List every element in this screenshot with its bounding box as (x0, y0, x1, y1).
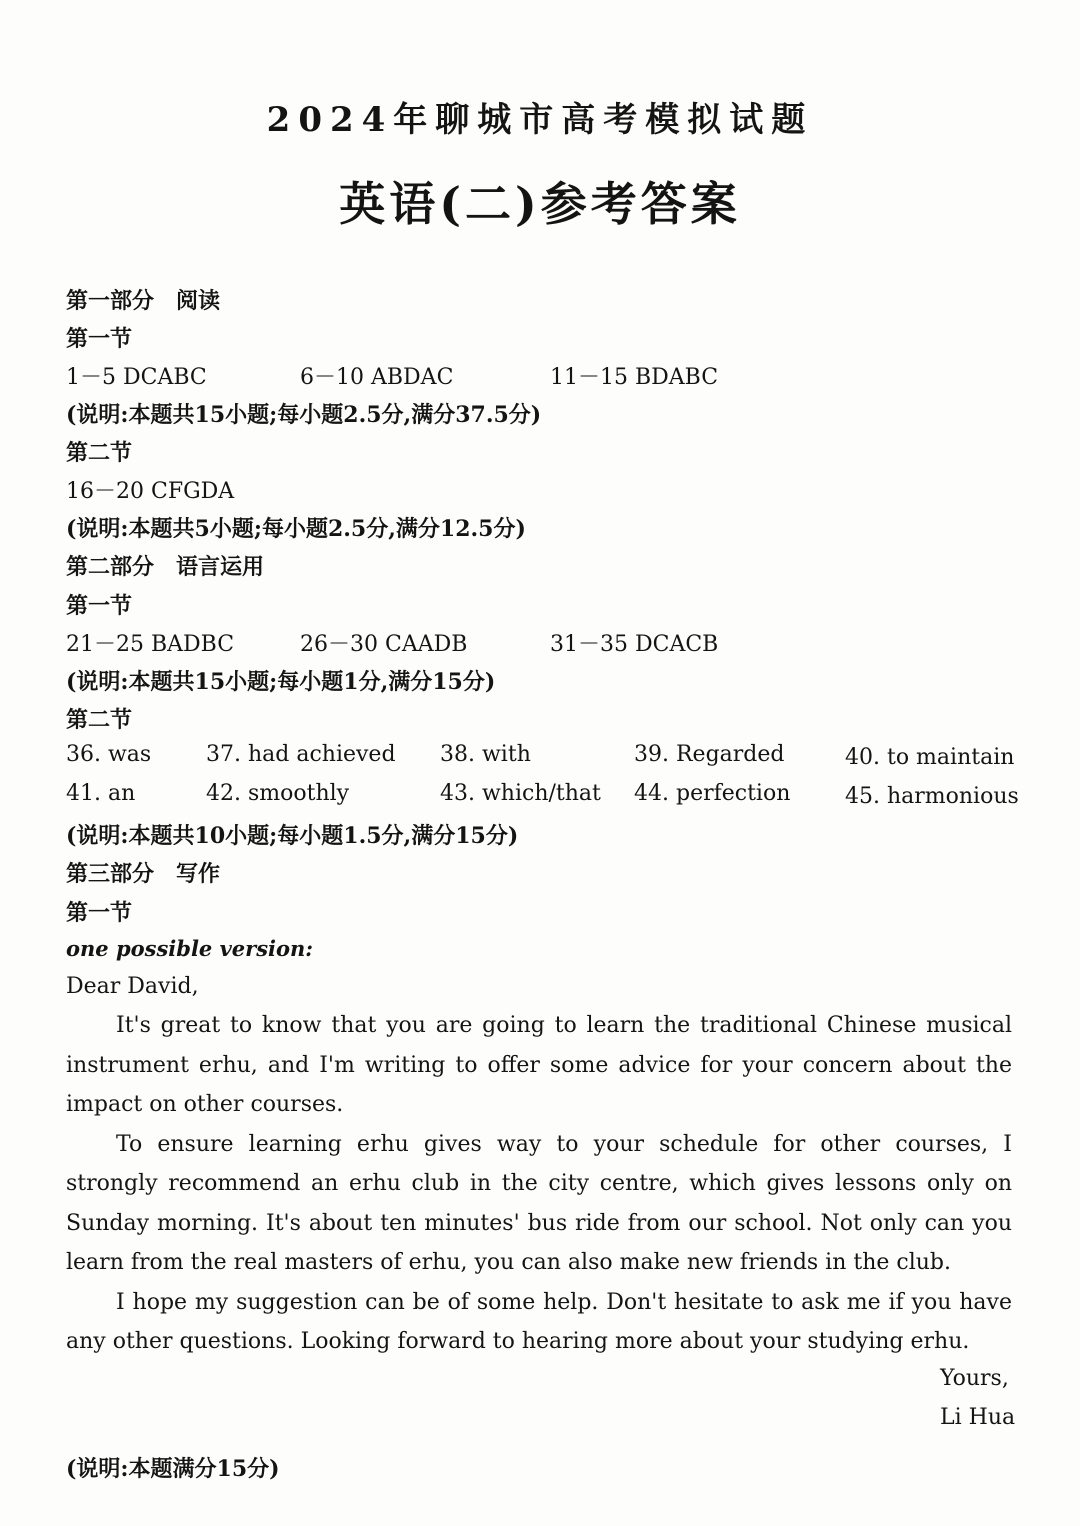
fill-answer: 39. Regarded (634, 742, 785, 767)
answer-group: 16－20 CFGDA (66, 479, 235, 504)
answer-key-title: 英语(二)参考答案 (339, 177, 741, 231)
exam-title: 2024年聊城市高考模拟试题 (266, 100, 814, 140)
part3-heading: 第三部分 写作 (66, 861, 221, 887)
answer-group: 6－10 ABDAC (300, 365, 454, 390)
letter-body (66, 1006, 1012, 1362)
part1-sec1-heading: 第一节 (66, 326, 133, 352)
letter-signature: Li Hua (940, 1405, 1016, 1430)
part2-heading: 第二部分 语言运用 (66, 554, 265, 580)
scoring-note: (说明:本题满分15分) (66, 1456, 280, 1482)
part2-sec2-heading: 第二节 (66, 707, 133, 733)
part2-sec1-heading: 第一节 (66, 593, 133, 619)
answer-group: 26－30 CAADB (300, 632, 468, 657)
part1-heading: 第一部分 阅读 (66, 288, 221, 314)
answer-group: 1－5 DCABC (66, 365, 207, 390)
scoring-note: (说明:本题共5小题;每小题2.5分,满分12.5分) (66, 516, 526, 542)
letter-paragraph: To ensure learning erhu gives way to your schedule for other courses, I strongly recommend an erhu club in the city centre, which gives lessons only on Sunday morning. It's about ten minutes' bus ride from our school. Not only can you learn from the real masters of erhu, you can also make new friends in the club. (66, 1131, 1012, 1275)
fill-answer: 45. harmonious (845, 784, 1019, 809)
fill-answer: 38. with (440, 742, 531, 767)
scoring-note: (说明:本题共10小题;每小题1.5分,满分15分) (66, 823, 519, 849)
letter-paragraph: I hope my suggestion can be of some help. Don't hesitate to ask me if you have any other questions. Looking forward to hearing more about your studying erhu. (66, 1289, 1012, 1354)
fill-answer: 37. had achieved (206, 742, 396, 767)
fill-answer: 40. to maintain (845, 745, 1015, 770)
version-label: one possible version: (66, 936, 314, 961)
answer-group: 21－25 BADBC (66, 632, 235, 657)
scoring-note: (说明:本题共15小题;每小题1分,满分15分) (66, 669, 496, 695)
scoring-note: (说明:本题共15小题;每小题2.5分,满分37.5分) (66, 402, 542, 428)
fill-answer: 41. an (66, 781, 136, 806)
fill-answer: 43. which/that (440, 781, 601, 806)
answer-group: 11－15 BDABC (550, 365, 719, 390)
letter-paragraph: It's great to know that you are going to learn the traditional Chinese musical instrument erhu, and I'm writing to offer some advice for your concern about the impact on other courses. (66, 1013, 1012, 1117)
part3-sec1-heading: 第一节 (66, 900, 133, 926)
fill-answer: 44. perfection (634, 781, 791, 806)
letter-closing: Yours, (940, 1366, 1009, 1391)
letter-greeting: Dear David, (66, 974, 199, 999)
fill-answer: 36. was (66, 742, 152, 767)
fill-answer: 42. smoothly (206, 781, 350, 806)
part1-sec2-heading: 第二节 (66, 440, 133, 466)
answer-group: 31－35 DCACB (550, 632, 719, 657)
